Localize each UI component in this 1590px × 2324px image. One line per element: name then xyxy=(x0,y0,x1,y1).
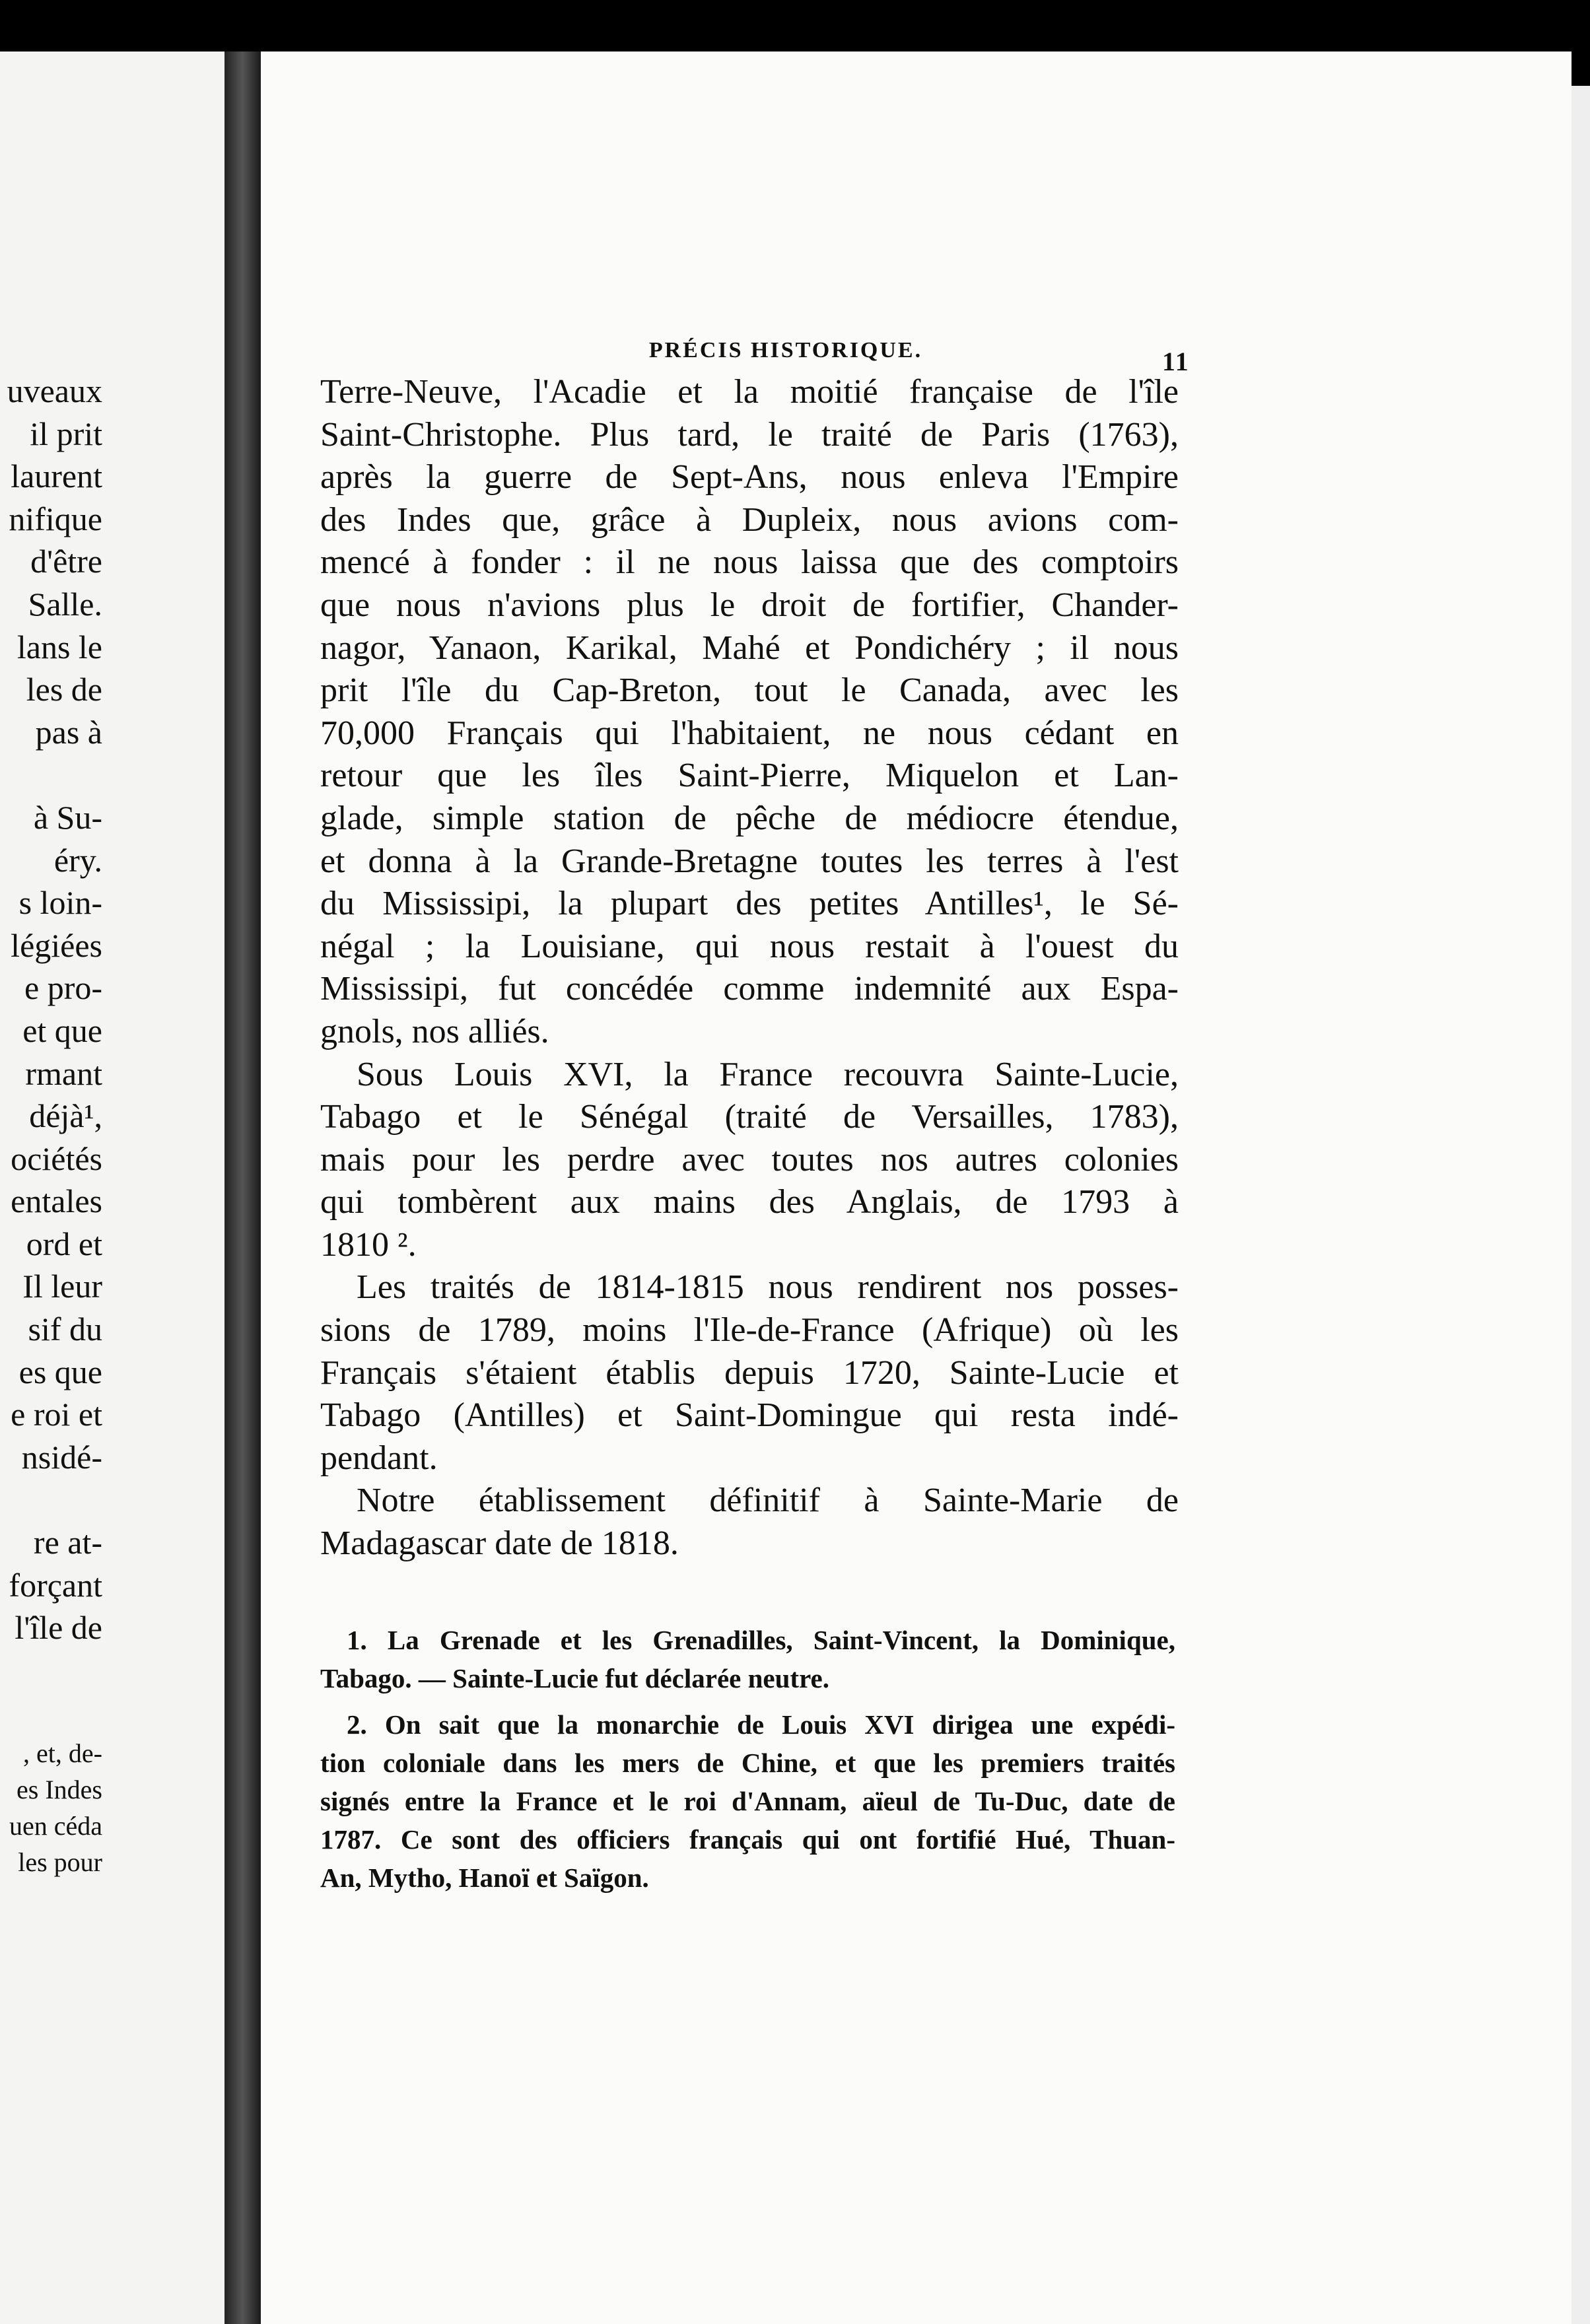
left-line: ord et xyxy=(26,1225,102,1262)
text-line: mais pour les perdre avec toutes nos autres colonies xyxy=(320,1140,1179,1179)
text-line: des Indes que, grâce à Dupleix, nous avions com- xyxy=(320,500,1179,539)
text-line: Saint-Christophe. Plus tard, le traité de Paris (1763), xyxy=(320,415,1179,454)
page-edge xyxy=(1572,86,1590,2324)
left-line: es que xyxy=(18,1353,102,1390)
left-footnote-line: les pour xyxy=(18,1847,102,1877)
text-line: Sous Louis XVI, la France recouvra Sainte-Lucie, xyxy=(357,1055,1179,1093)
footnote-line: 2. On sait que la monarchie de Louis XVI dirigea une expédi- xyxy=(347,1709,1175,1740)
left-line: à Su- xyxy=(33,798,102,836)
left-line: et que xyxy=(22,1011,102,1049)
left-page-footnotes xyxy=(0,1735,102,1880)
running-head: PRÉCIS HISTORIQUE. xyxy=(648,338,923,362)
left-page-fragment xyxy=(0,51,234,2324)
left-line: e roi et xyxy=(11,1396,102,1433)
left-line: nsidé- xyxy=(21,1438,102,1476)
text-line: que nous n'avions plus le droit de fortifier, Chander- xyxy=(320,586,1179,624)
text-line: mencé à fonder : il ne nous laissa que des comptoirs xyxy=(320,543,1179,582)
left-line: ociétés xyxy=(11,1140,102,1177)
text-line: retour que les îles Saint-Pierre, Miquelon et Lan- xyxy=(320,757,1179,795)
footnote-line: signés entre la France et le roi d'Annam, aïeul de Tu-Duc, date de xyxy=(320,1786,1175,1816)
text-line: pendant. xyxy=(320,1439,438,1477)
text-line: Français s'étaient établis depuis 1720, Sainte-Lucie et xyxy=(320,1353,1179,1392)
text-line: et donna à la Grande-Bretagne toutes les terres à l'est xyxy=(320,842,1179,880)
left-page-text xyxy=(0,370,102,1649)
left-line: Salle. xyxy=(28,585,102,623)
text-line: 1810 ². xyxy=(320,1225,417,1264)
left-line: laurent xyxy=(11,458,102,495)
text-line: qui tombèrent aux mains des Anglais, de 1793 à xyxy=(320,1183,1179,1221)
text-line: Madagascar date de 1818. xyxy=(320,1524,679,1563)
footnote-line: An, Mytho, Hanoï et Saïgon. xyxy=(320,1863,649,1893)
text-line: Terre-Neuve, l'Acadie et la moitié française de l'île xyxy=(320,373,1179,411)
left-line: déjà¹, xyxy=(29,1097,102,1135)
page-number: 11 xyxy=(1162,347,1190,376)
text-line: nagor, Yanaon, Karikal, Mahé et Pondichéry ; il nous xyxy=(320,629,1179,667)
left-line: d'être xyxy=(30,543,102,580)
left-line: nifique xyxy=(9,500,102,537)
text-line: après la guerre de Sept-Ans, nous enleva l'Empire xyxy=(320,458,1179,496)
left-line: il prit xyxy=(30,415,102,452)
body-text xyxy=(320,371,1179,1565)
book-gutter xyxy=(225,51,264,2324)
left-line: re at- xyxy=(33,1524,102,1561)
left-line xyxy=(0,1478,102,1521)
text-line: sions de 1789, moins l'Ile-de-France (Afrique) où les xyxy=(320,1311,1179,1350)
left-line: forçant xyxy=(9,1566,102,1604)
left-line: Il leur xyxy=(22,1268,102,1305)
left-footnote-line: uen céda xyxy=(9,1811,102,1841)
left-line: éry. xyxy=(53,841,102,879)
text-line: gnols, nos alliés. xyxy=(320,1012,549,1050)
left-line: l'île de xyxy=(15,1609,102,1647)
text-line: prit l'île du Cap-Breton, tout le Canada, avec les xyxy=(320,671,1179,710)
left-line: entales xyxy=(11,1182,102,1220)
footnote-line: 1787. Ce sont des officiers français qui ont fortifié Hué, Thuan- xyxy=(320,1824,1175,1855)
left-line: sif du xyxy=(28,1311,102,1348)
text-line: Notre établissement définitif à Sainte-Marie de xyxy=(357,1482,1179,1520)
text-line: Tabago (Antilles) et Saint-Domingue qui resta indé- xyxy=(320,1396,1179,1435)
left-line: les de xyxy=(26,671,102,708)
left-line xyxy=(0,753,102,796)
text-line: glade, simple station de pêche de médiocre étendue, xyxy=(320,799,1179,837)
text-line: négal ; la Louisiane, qui nous restait à l'ouest du xyxy=(320,927,1179,965)
footnote-line: 1. La Grenade et les Grenadilles, Saint-Vincent, la Dominique, xyxy=(347,1625,1175,1655)
left-line: e pro- xyxy=(24,969,102,1007)
left-line: rmant xyxy=(25,1054,102,1092)
footnotes xyxy=(320,1621,1175,1897)
left-line: lans le xyxy=(17,628,102,666)
left-footnote-line: , et, de- xyxy=(23,1738,102,1768)
left-footnote-line: es Indes xyxy=(17,1775,102,1804)
footnote-line: Tabago. — Sainte-Lucie fut déclarée neutre. xyxy=(320,1663,829,1693)
left-line: s loin- xyxy=(18,884,102,922)
text-line: 70,000 Français qui l'habitaient, ne nous cédant en xyxy=(320,714,1179,752)
left-line: légiées xyxy=(11,926,102,964)
text-line: Les traités de 1814-1815 nous rendirent nos posses- xyxy=(357,1268,1179,1307)
left-line: uveaux xyxy=(7,372,102,409)
left-line: pas à xyxy=(35,713,102,751)
text-line: Tabago et le Sénégal (traité de Versailles, 1783), xyxy=(320,1098,1179,1136)
text-line: Mississipi, fut concédée comme indemnité aux Espa- xyxy=(320,970,1179,1008)
footnote-line: tion coloniale dans les mers de Chine, et que les premiers traités xyxy=(320,1748,1175,1778)
text-line: du Mississipi, la plupart des petites Antilles¹, le Sé- xyxy=(320,885,1179,923)
